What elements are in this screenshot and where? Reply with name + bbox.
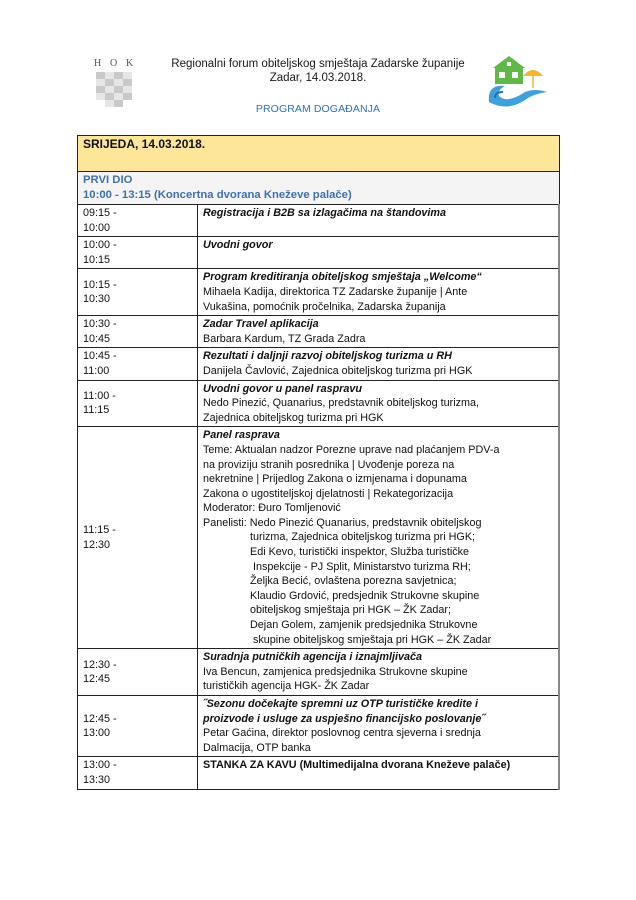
day-header-row [78,136,560,172]
table-row [78,316,560,348]
time-start: 12:45 - [83,712,117,725]
time-start: 09:15 - [83,207,117,219]
content-cell [198,696,560,757]
time-cell [78,427,198,649]
topics-line: Zakona o ugostiteljskoj djelatnosti | Rekategorizacija [203,487,454,500]
time-end: 12:45 [83,673,111,686]
time-start: 12:30 - [83,658,117,671]
time-end: 13:30 [83,773,111,786]
time-cell [78,380,198,427]
break-title: STANKA ZA KAVU (Multimedijalna dvorana Kneževe palače) [203,759,511,772]
session-title: Zadar Travel aplikacija [203,318,319,331]
svg-text:O: O [110,58,118,69]
session-title: Uvodni govor u panel raspravu [203,382,362,395]
time-start: 13:00 - [83,759,117,772]
event-title-line1: Regionalni forum obiteljskog smještaja Zadarske županije [171,58,465,70]
time-end: 11:00 [83,364,110,377]
table-row [78,237,560,269]
time-cell [78,348,198,380]
program-table [77,135,560,790]
session-title: Uvodni govor [203,239,273,252]
table-row [78,427,560,649]
time-end: 10:00 [83,221,111,234]
panelist-line: skupine obiteljskog smještaja pri HGK – ŽK Zadar [253,633,492,646]
event-title [150,57,486,85]
table-row [78,269,560,316]
event-date: Zadar, 14.03.2018. [269,72,367,84]
hok-logo-icon [92,56,140,112]
time-end: 10:30 [83,293,111,306]
time-cell [78,696,198,757]
panelist-line: Edi Kevo, turistički inspektor, Služba turističke [250,546,470,559]
session-title: Registracija i B2B sa izlagačima na štandovima [203,207,447,219]
session-title-line: proizvode i usluge za uspješno financijsko poslovanje˝ [203,712,485,725]
house-wave-logo-icon [485,54,551,110]
time-start: 10:45 - [83,350,117,363]
day-label: SRIJEDA, 14.03.2018. [78,136,560,172]
part-header [78,172,560,205]
content-cell [198,427,560,649]
session-title: Panel rasprava [203,429,280,442]
speaker-line: Nedo Pinezić, Quanarius, predstavnik obiteljskog turizma, [203,397,480,410]
time-cell [78,757,198,789]
time-end: 11:15 [83,404,110,417]
panelist-line: Dejan Golem, zamjenik predsjednika Strukovne [250,619,478,632]
content-cell [198,316,560,348]
time-start: 11:15 - [83,524,116,537]
svg-text:K: K [126,58,134,69]
content-cell [198,757,560,789]
table-row [78,205,560,237]
speaker-line: Iva Bencun, zamjenica predsjednika Strukovne skupine [203,665,468,678]
topics-line: nekretnine | Prijedlog Zakona o izmjenama i dopunama [203,473,467,486]
speaker-line: turističkih agencija HGK- ŽK Zadar [203,680,370,693]
content-cell [198,348,560,380]
time-end: 13:00 [83,727,111,740]
speaker-line: Vukašina, pomoćnik pročelnika, Zadarska županija [203,300,446,313]
table-row [78,696,560,757]
session-title: Suradnja putničkih agencija i iznajmljivača [203,651,423,664]
svg-text:H: H [94,58,102,69]
speaker-line: Danijela Čavlović, Zajednica obiteljskog turizma pri HGK [203,364,473,377]
time-end: 10:45 [83,332,111,345]
time-cell [78,316,198,348]
panelist-line: Željka Becić, ovlaštena porezna savjetnica; [250,575,457,588]
time-end: 12:30 [83,538,111,551]
time-end: 10:15 [83,253,111,266]
speaker-line: Barbara Kardum, TZ Grada Zadra [203,332,366,345]
content-cell [198,237,560,269]
table-row [78,757,560,789]
panelist-line: obiteljskog smještaja pri HGK – ŽK Zadar; [250,604,452,617]
part-time-location: 10:00 - 13:15 (Koncertna dvorana Kneževe palače) [83,189,352,201]
part-label: PRVI DIO [83,174,133,186]
time-cell [78,649,198,696]
session-title-line: ˝Sezonu dočekajte spremni uz OTP turističke kredite i [203,698,478,710]
time-start: 10:00 - [83,239,117,252]
time-cell [78,205,198,237]
session-title: Program kreditiranja obiteljskog smještaja „Welcome“ [203,271,482,284]
speaker-line: Dalmacija, OTP banka [203,741,311,754]
table-row [78,348,560,380]
speaker-line: Mihaela Kadija, direktorica TZ Zadarske županije | Ante [203,285,468,298]
time-start: 10:30 - [83,318,117,331]
panelist-line: turizma, Zajednica obiteljskog turizma pri HGK; [250,531,476,544]
time-start: 10:15 - [83,278,117,291]
program-title: PROGRAM DOGAĐANJA [255,103,381,115]
content-cell [198,205,560,237]
content-cell [198,380,560,427]
topics-line: na proviziju stranih posrednika | Uvođenje poreza na [203,458,455,471]
content-cell [198,269,560,316]
time-start: 11:00 - [83,389,116,402]
panelists-line: Panelisti: Nedo Pinezić Quanarius, predstavnik obiteljskog [203,516,482,529]
speaker-line: Zajednica obiteljskog turizma pri HGK [203,411,384,424]
content-cell [198,649,560,696]
session-title: Rezultati i daljnji razvoj obiteljskog turizma u RH [203,350,452,363]
panelist-line: Inspekcije - PJ Split, Ministarstvo turizma RH; [253,560,471,573]
table-row [78,380,560,427]
topics-line: Teme: Aktualan nadzor Porezne uprave nad plaćanjem PDV-a [203,443,500,456]
panelist-line: Klaudio Grdović, predsjednik Strukovne skupine [250,589,480,602]
time-cell [78,269,198,316]
document-header [0,0,636,130]
table-row [78,649,560,696]
speaker-line: Petar Gaćina, direktor poslovnog centra sjeverna i srednja [203,727,481,740]
part-header-row [78,172,560,205]
moderator-line: Moderator: Đuro Tomljenović [203,502,341,515]
time-cell [78,237,198,269]
